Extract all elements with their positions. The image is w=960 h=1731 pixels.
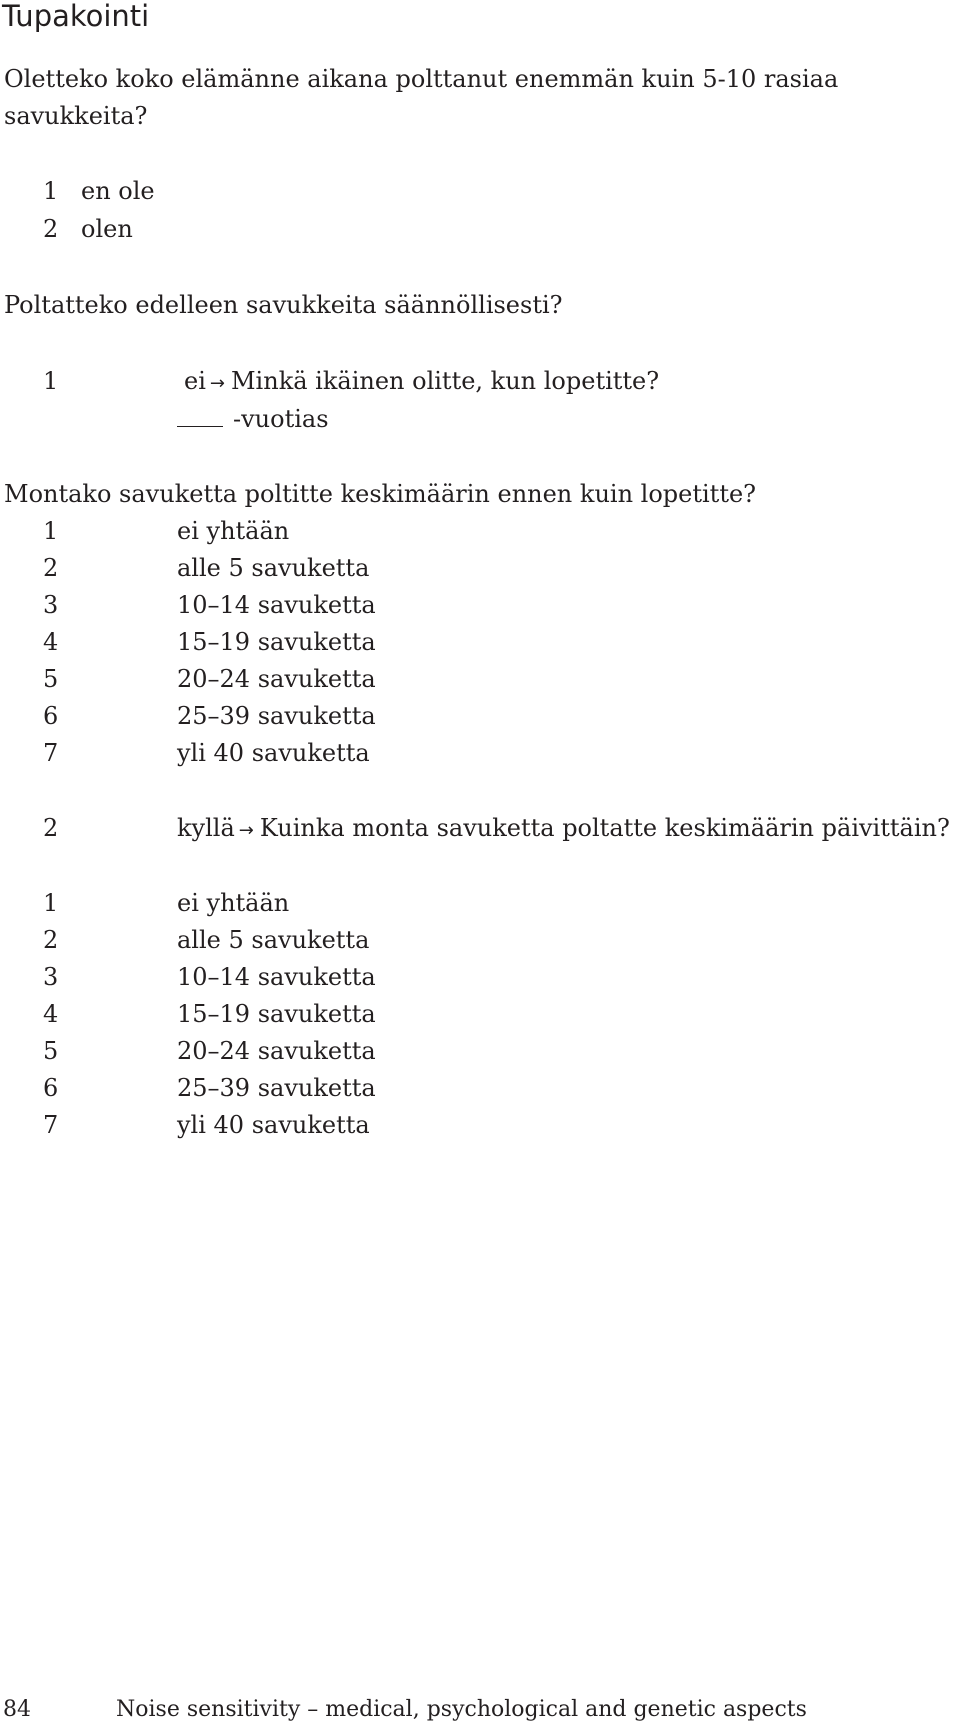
q2-yes-followup: Kuinka monta savuketta poltatte keskimäärin päivittäin?: [259, 814, 950, 842]
q1-option-2-label: olen: [81, 215, 133, 243]
question-1-line-1: Oletteko koko elämänne aikana polttanut enemmän kuin 5-10 rasiaa: [4, 65, 839, 93]
q4-option-2-label: alle 5 savuketta: [177, 926, 370, 954]
arrow-right-icon: →: [209, 373, 225, 394]
q2-yes-number: 2: [43, 814, 59, 842]
question-1-line-2: savukkeita?: [4, 102, 148, 130]
q3-option-3-label: 10–14 savuketta: [177, 591, 376, 619]
q3-option-1-number: 1: [43, 517, 59, 545]
arrow-right-icon: →: [238, 820, 254, 841]
q4-option-3-label: 10–14 savuketta: [177, 963, 376, 991]
q3-option-5-number: 5: [43, 665, 59, 693]
age-suffix: -vuotias: [233, 405, 329, 433]
q2-no-followup: Minkä ikäinen olitte, kun lopetitte?: [230, 367, 660, 395]
q4-option-3-number: 3: [43, 963, 59, 991]
q4-option-7-label: yli 40 savuketta: [177, 1111, 370, 1139]
q4-option-5-label: 20–24 savuketta: [177, 1037, 376, 1065]
q3-option-4-number: 4: [43, 628, 59, 656]
q1-option-1-number: 1: [43, 177, 59, 205]
running-title: Noise sensitivity – medical, psychological and genetic aspects: [116, 1697, 807, 1722]
q4-option-6-label: 25–39 savuketta: [177, 1074, 376, 1102]
section-title: Tupakointi: [2, 0, 150, 33]
q3-option-2-label: alle 5 savuketta: [177, 554, 370, 582]
q3-option-7-number: 7: [43, 739, 59, 767]
question-2: Poltatteko edelleen savukkeita säännöllisesti?: [4, 291, 563, 319]
q2-yes-option: [177, 813, 950, 846]
q4-option-4-label: 15–19 savuketta: [177, 1000, 376, 1028]
q4-option-4-number: 4: [43, 1000, 59, 1028]
q4-option-1-label: ei yhtään: [177, 889, 290, 917]
q3-option-7-label: yli 40 savuketta: [177, 739, 370, 767]
q4-option-7-number: 7: [43, 1111, 59, 1139]
q4-option-5-number: 5: [43, 1037, 59, 1065]
q2-yes-label: kyllä: [177, 814, 235, 842]
question-3: Montako savuketta poltitte keskimäärin ennen kuin lopetitte?: [4, 480, 757, 508]
q1-option-1-label: en ole: [81, 177, 155, 205]
q4-option-6-number: 6: [43, 1074, 59, 1102]
q3-option-2-number: 2: [43, 554, 59, 582]
q3-option-6-number: 6: [43, 702, 59, 730]
age-field: [177, 404, 329, 434]
q3-option-4-label: 15–19 savuketta: [177, 628, 376, 656]
q2-no-option: [184, 366, 659, 399]
q3-option-1-label: ei yhtään: [177, 517, 290, 545]
q3-option-3-number: 3: [43, 591, 59, 619]
q4-option-1-number: 1: [43, 889, 59, 917]
q2-no-number: 1: [43, 367, 59, 395]
q3-option-6-label: 25–39 savuketta: [177, 702, 376, 730]
q4-option-2-number: 2: [43, 926, 59, 954]
page-number: 84: [3, 1697, 31, 1722]
q3-option-5-label: 20–24 savuketta: [177, 665, 376, 693]
age-blank-line[interactable]: [177, 406, 223, 427]
q2-no-label: ei: [184, 367, 206, 395]
q1-option-2-number: 2: [43, 215, 59, 243]
